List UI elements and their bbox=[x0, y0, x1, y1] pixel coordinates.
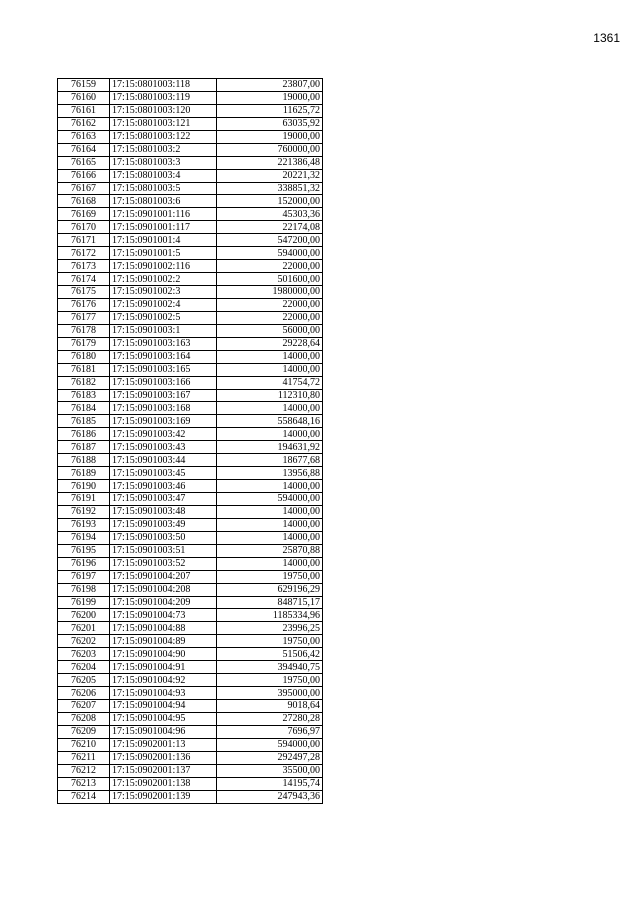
table-row bbox=[58, 454, 323, 467]
cadastral-number: 17:15:0901003:42 bbox=[110, 428, 217, 441]
cadastral-number: 17:15:0901004:209 bbox=[110, 596, 217, 609]
table-row bbox=[58, 544, 323, 557]
table-row bbox=[58, 260, 323, 273]
row-number: 76203 bbox=[58, 648, 110, 661]
cadastral-number: 17:15:0901002:4 bbox=[110, 298, 217, 311]
cadastral-value-table bbox=[57, 78, 323, 804]
cadastral-number: 17:15:0901001:116 bbox=[110, 208, 217, 221]
cadastral-value: 56000,00 bbox=[217, 324, 323, 337]
cadastral-value: 394940,75 bbox=[217, 661, 323, 674]
cadastral-number: 17:15:0901003:51 bbox=[110, 544, 217, 557]
cadastral-value: 7696,97 bbox=[217, 725, 323, 738]
cadastral-number: 17:15:0902001:13 bbox=[110, 738, 217, 751]
row-number: 76181 bbox=[58, 363, 110, 376]
row-number: 76161 bbox=[58, 104, 110, 117]
row-number: 76209 bbox=[58, 725, 110, 738]
row-number: 76204 bbox=[58, 661, 110, 674]
cadastral-number: 17:15:0901001:5 bbox=[110, 247, 217, 260]
cadastral-number: 17:15:0901004:207 bbox=[110, 570, 217, 583]
row-number: 76163 bbox=[58, 130, 110, 143]
cadastral-number: 17:15:0901004:90 bbox=[110, 648, 217, 661]
cadastral-number: 17:15:0901002:5 bbox=[110, 311, 217, 324]
table-row bbox=[58, 273, 323, 286]
row-number: 76211 bbox=[58, 751, 110, 764]
row-number: 76189 bbox=[58, 467, 110, 480]
cadastral-value: 25870,88 bbox=[217, 544, 323, 557]
row-number: 76159 bbox=[58, 79, 110, 92]
row-number: 76202 bbox=[58, 635, 110, 648]
table-row bbox=[58, 169, 323, 182]
table-row bbox=[58, 493, 323, 506]
table-row bbox=[58, 415, 323, 428]
cadastral-value: 14000,00 bbox=[217, 402, 323, 415]
table-row bbox=[58, 104, 323, 117]
table-row bbox=[58, 596, 323, 609]
cadastral-value: 1185334,96 bbox=[217, 609, 323, 622]
cadastral-number: 17:15:0901003:44 bbox=[110, 454, 217, 467]
table-row bbox=[58, 286, 323, 299]
cadastral-number: 17:15:0901003:169 bbox=[110, 415, 217, 428]
cadastral-number: 17:15:0901003:50 bbox=[110, 531, 217, 544]
cadastral-number: 17:15:0901003:43 bbox=[110, 441, 217, 454]
table-row bbox=[58, 91, 323, 104]
table-row bbox=[58, 337, 323, 350]
cadastral-value: 14000,00 bbox=[217, 557, 323, 570]
cadastral-number: 17:15:0901003:168 bbox=[110, 402, 217, 415]
cadastral-value: 27280,28 bbox=[217, 712, 323, 725]
cadastral-value: 23996,25 bbox=[217, 622, 323, 635]
cadastral-value: 112310,80 bbox=[217, 389, 323, 402]
cadastral-value: 41754,72 bbox=[217, 376, 323, 389]
cadastral-number: 17:15:0901004:88 bbox=[110, 622, 217, 635]
row-number: 76207 bbox=[58, 700, 110, 713]
cadastral-value: 29228,64 bbox=[217, 337, 323, 350]
table-row bbox=[58, 738, 323, 751]
row-number: 76208 bbox=[58, 712, 110, 725]
cadastral-value: 9018,64 bbox=[217, 700, 323, 713]
row-number: 76177 bbox=[58, 311, 110, 324]
row-number: 76194 bbox=[58, 531, 110, 544]
table-row bbox=[58, 700, 323, 713]
cadastral-value: 152000,00 bbox=[217, 195, 323, 208]
cadastral-number: 17:15:0902001:136 bbox=[110, 751, 217, 764]
table-row bbox=[58, 661, 323, 674]
row-number: 76172 bbox=[58, 247, 110, 260]
cadastral-value: 558648,16 bbox=[217, 415, 323, 428]
cadastral-value: 221386,48 bbox=[217, 156, 323, 169]
row-number: 76168 bbox=[58, 195, 110, 208]
cadastral-value: 14000,00 bbox=[217, 518, 323, 531]
cadastral-value: 22000,00 bbox=[217, 311, 323, 324]
cadastral-number: 17:15:0801003:118 bbox=[110, 79, 217, 92]
row-number: 76175 bbox=[58, 286, 110, 299]
row-number: 76205 bbox=[58, 674, 110, 687]
table-row bbox=[58, 467, 323, 480]
cadastral-value: 14000,00 bbox=[217, 480, 323, 493]
table-row bbox=[58, 363, 323, 376]
row-number: 76193 bbox=[58, 518, 110, 531]
row-number: 76171 bbox=[58, 234, 110, 247]
cadastral-number: 17:15:0901001:4 bbox=[110, 234, 217, 247]
row-number: 76174 bbox=[58, 273, 110, 286]
row-number: 76197 bbox=[58, 570, 110, 583]
table-row bbox=[58, 583, 323, 596]
row-number: 76195 bbox=[58, 544, 110, 557]
cadastral-value: 11625,72 bbox=[217, 104, 323, 117]
cadastral-number: 17:15:0901002:116 bbox=[110, 260, 217, 273]
cadastral-value: 194631,92 bbox=[217, 441, 323, 454]
table-row bbox=[58, 143, 323, 156]
cadastral-number: 17:15:0801003:5 bbox=[110, 182, 217, 195]
cadastral-value: 1980000,00 bbox=[217, 286, 323, 299]
cadastral-number: 17:15:0901001:117 bbox=[110, 221, 217, 234]
cadastral-value: 14000,00 bbox=[217, 505, 323, 518]
row-number: 76167 bbox=[58, 182, 110, 195]
table-row bbox=[58, 635, 323, 648]
cadastral-value: 594000,00 bbox=[217, 247, 323, 260]
table-row bbox=[58, 234, 323, 247]
cadastral-value: 45303,36 bbox=[217, 208, 323, 221]
cadastral-number: 17:15:0901003:164 bbox=[110, 350, 217, 363]
table-row bbox=[58, 117, 323, 130]
table-row bbox=[58, 570, 323, 583]
table-row bbox=[58, 221, 323, 234]
cadastral-number: 17:15:0901003:167 bbox=[110, 389, 217, 402]
row-number: 76160 bbox=[58, 91, 110, 104]
cadastral-number: 17:15:0801003:121 bbox=[110, 117, 217, 130]
row-number: 76200 bbox=[58, 609, 110, 622]
cadastral-number: 17:15:0901004:95 bbox=[110, 712, 217, 725]
table-row bbox=[58, 480, 323, 493]
cadastral-value: 18677,68 bbox=[217, 454, 323, 467]
cadastral-value: 19000,00 bbox=[217, 91, 323, 104]
cadastral-number: 17:15:0901003:165 bbox=[110, 363, 217, 376]
table-row bbox=[58, 376, 323, 389]
cadastral-number: 17:15:0901003:1 bbox=[110, 324, 217, 337]
table-row bbox=[58, 648, 323, 661]
cadastral-value: 22000,00 bbox=[217, 298, 323, 311]
row-number: 76178 bbox=[58, 324, 110, 337]
cadastral-value: 22000,00 bbox=[217, 260, 323, 273]
cadastral-number: 17:15:0901002:2 bbox=[110, 273, 217, 286]
table-row bbox=[58, 389, 323, 402]
table-row bbox=[58, 298, 323, 311]
table-row bbox=[58, 518, 323, 531]
cadastral-value: 594000,00 bbox=[217, 493, 323, 506]
row-number: 76180 bbox=[58, 350, 110, 363]
cadastral-number: 17:15:0801003:6 bbox=[110, 195, 217, 208]
cadastral-value: 547200,00 bbox=[217, 234, 323, 247]
cadastral-number: 17:15:0902001:137 bbox=[110, 764, 217, 777]
cadastral-value: 19750,00 bbox=[217, 635, 323, 648]
cadastral-value: 35500,00 bbox=[217, 764, 323, 777]
cadastral-value: 13956,88 bbox=[217, 467, 323, 480]
row-number: 76206 bbox=[58, 687, 110, 700]
row-number: 76184 bbox=[58, 402, 110, 415]
table-row bbox=[58, 674, 323, 687]
row-number: 76173 bbox=[58, 260, 110, 273]
table-row bbox=[58, 505, 323, 518]
row-number: 76201 bbox=[58, 622, 110, 635]
cadastral-value: 19000,00 bbox=[217, 130, 323, 143]
table-row bbox=[58, 609, 323, 622]
cadastral-number: 17:15:0901003:46 bbox=[110, 480, 217, 493]
row-number: 76212 bbox=[58, 764, 110, 777]
row-number: 76210 bbox=[58, 738, 110, 751]
table-body bbox=[58, 79, 323, 804]
cadastral-number: 17:15:0901004:93 bbox=[110, 687, 217, 700]
cadastral-number: 17:15:0801003:4 bbox=[110, 169, 217, 182]
table-row bbox=[58, 350, 323, 363]
cadastral-number: 17:15:0901004:96 bbox=[110, 725, 217, 738]
cadastral-value: 63035,92 bbox=[217, 117, 323, 130]
cadastral-value: 395000,00 bbox=[217, 687, 323, 700]
cadastral-number: 17:15:0901004:92 bbox=[110, 674, 217, 687]
row-number: 76191 bbox=[58, 493, 110, 506]
cadastral-value: 338851,32 bbox=[217, 182, 323, 195]
cadastral-value: 51506,42 bbox=[217, 648, 323, 661]
cadastral-value: 848715,17 bbox=[217, 596, 323, 609]
table-row bbox=[58, 725, 323, 738]
table-row bbox=[58, 790, 323, 803]
row-number: 76179 bbox=[58, 337, 110, 350]
row-number: 76176 bbox=[58, 298, 110, 311]
table-row bbox=[58, 428, 323, 441]
row-number: 76213 bbox=[58, 777, 110, 790]
table-row bbox=[58, 622, 323, 635]
table-row bbox=[58, 79, 323, 92]
row-number: 76196 bbox=[58, 557, 110, 570]
table-row bbox=[58, 402, 323, 415]
cadastral-number: 17:15:0901003:47 bbox=[110, 493, 217, 506]
cadastral-number: 17:15:0801003:3 bbox=[110, 156, 217, 169]
table-row bbox=[58, 751, 323, 764]
page-number: 1361 bbox=[593, 31, 620, 45]
table-row bbox=[58, 208, 323, 221]
cadastral-value: 14000,00 bbox=[217, 350, 323, 363]
row-number: 76192 bbox=[58, 505, 110, 518]
row-number: 76165 bbox=[58, 156, 110, 169]
table-row bbox=[58, 764, 323, 777]
cadastral-number: 17:15:0901004:94 bbox=[110, 700, 217, 713]
cadastral-number: 17:15:0901003:45 bbox=[110, 467, 217, 480]
cadastral-number: 17:15:0901004:91 bbox=[110, 661, 217, 674]
cadastral-number: 17:15:0801003:119 bbox=[110, 91, 217, 104]
row-number: 76188 bbox=[58, 454, 110, 467]
row-number: 76164 bbox=[58, 143, 110, 156]
cadastral-number: 17:15:0801003:2 bbox=[110, 143, 217, 156]
row-number: 76166 bbox=[58, 169, 110, 182]
cadastral-number: 17:15:0902001:138 bbox=[110, 777, 217, 790]
row-number: 76183 bbox=[58, 389, 110, 402]
cadastral-value: 594000,00 bbox=[217, 738, 323, 751]
cadastral-value: 501600,00 bbox=[217, 273, 323, 286]
cadastral-number: 17:15:0902001:139 bbox=[110, 790, 217, 803]
cadastral-number: 17:15:0901003:48 bbox=[110, 505, 217, 518]
table-row bbox=[58, 130, 323, 143]
cadastral-number: 17:15:0901003:49 bbox=[110, 518, 217, 531]
table-row bbox=[58, 557, 323, 570]
cadastral-number: 17:15:0901003:163 bbox=[110, 337, 217, 350]
cadastral-number: 17:15:0801003:120 bbox=[110, 104, 217, 117]
cadastral-value: 19750,00 bbox=[217, 570, 323, 583]
row-number: 76214 bbox=[58, 790, 110, 803]
cadastral-value: 14000,00 bbox=[217, 363, 323, 376]
cadastral-value: 14000,00 bbox=[217, 531, 323, 544]
cadastral-value: 14195,74 bbox=[217, 777, 323, 790]
cadastral-number: 17:15:0901003:166 bbox=[110, 376, 217, 389]
table-row bbox=[58, 712, 323, 725]
cadastral-value: 20221,32 bbox=[217, 169, 323, 182]
table-row bbox=[58, 182, 323, 195]
table-row bbox=[58, 311, 323, 324]
cadastral-value: 22174,08 bbox=[217, 221, 323, 234]
row-number: 76185 bbox=[58, 415, 110, 428]
cadastral-value: 760000,00 bbox=[217, 143, 323, 156]
row-number: 76199 bbox=[58, 596, 110, 609]
cadastral-number: 17:15:0901004:89 bbox=[110, 635, 217, 648]
cadastral-number: 17:15:0801003:122 bbox=[110, 130, 217, 143]
row-number: 76169 bbox=[58, 208, 110, 221]
table-row bbox=[58, 531, 323, 544]
table-row bbox=[58, 156, 323, 169]
table-row bbox=[58, 324, 323, 337]
cadastral-value: 629196,29 bbox=[217, 583, 323, 596]
row-number: 76170 bbox=[58, 221, 110, 234]
table-row bbox=[58, 777, 323, 790]
row-number: 76190 bbox=[58, 480, 110, 493]
cadastral-number: 17:15:0901002:3 bbox=[110, 286, 217, 299]
table-row bbox=[58, 195, 323, 208]
cadastral-number: 17:15:0901004:73 bbox=[110, 609, 217, 622]
table-row bbox=[58, 247, 323, 260]
row-number: 76162 bbox=[58, 117, 110, 130]
cadastral-number: 17:15:0901003:52 bbox=[110, 557, 217, 570]
cadastral-value: 14000,00 bbox=[217, 428, 323, 441]
row-number: 76186 bbox=[58, 428, 110, 441]
row-number: 76198 bbox=[58, 583, 110, 596]
row-number: 76187 bbox=[58, 441, 110, 454]
cadastral-value: 247943,36 bbox=[217, 790, 323, 803]
cadastral-value: 19750,00 bbox=[217, 674, 323, 687]
cadastral-value: 292497,28 bbox=[217, 751, 323, 764]
table-row bbox=[58, 441, 323, 454]
cadastral-number: 17:15:0901004:208 bbox=[110, 583, 217, 596]
cadastral-value: 23807,00 bbox=[217, 79, 323, 92]
row-number: 76182 bbox=[58, 376, 110, 389]
table-row bbox=[58, 687, 323, 700]
